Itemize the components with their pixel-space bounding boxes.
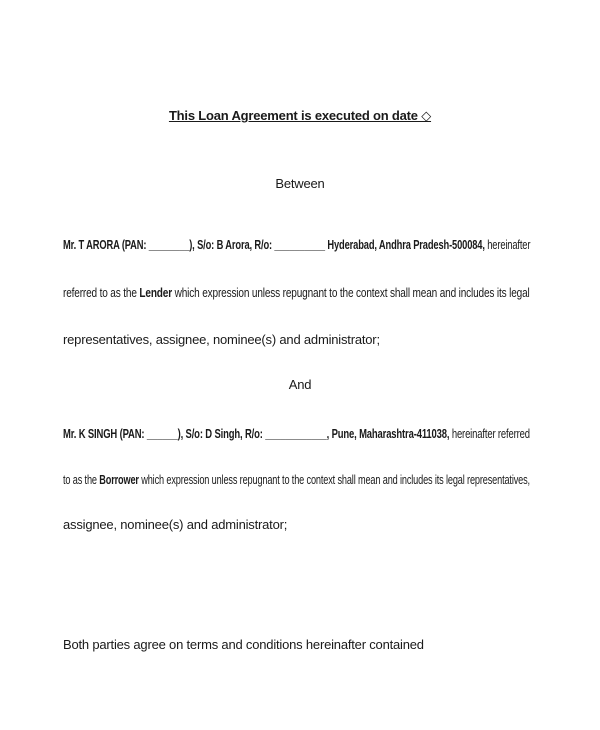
borrower-line-1 [63, 426, 530, 441]
closing-statement: Both parties agree on terms and conditions hereinafter contained [63, 637, 424, 652]
lender-identity: Mr. T ARORA (PAN: ________), S/o: B Arora, R/o: __________ Hyderabad, Andhra Pradesh-500084, [63, 237, 485, 252]
lender-line-2 [63, 285, 530, 300]
borrower-line-1-rest: hereinafter referred [449, 426, 530, 441]
borrower-identity: Mr. K SINGH (PAN: ______), S/o: D Singh, R/o: ____________, Pune, Maharashtra-411038, [63, 426, 450, 441]
between-label: Between [275, 176, 325, 191]
borrower-term: Borrower [99, 472, 139, 487]
lender-line-1-rest: hereinafter [484, 237, 531, 252]
lender-line-3: representatives, assignee, nominee(s) and administrator; [63, 332, 380, 347]
lender-line-2-pre: referred to as the [63, 285, 140, 300]
borrower-line-3: assignee, nominee(s) and administrator; [63, 517, 288, 532]
borrower-line-2 [63, 472, 530, 487]
lender-line-2-post: which expression unless repugnant to the context shall mean and includes its legal [171, 285, 530, 300]
borrower-line-2-pre: to as the [63, 472, 100, 487]
lender-term: Lender [139, 285, 172, 300]
and-label: And [288, 377, 312, 392]
agreement-title: This Loan Agreement is executed on date ◇ [168, 108, 432, 123]
lender-line-1 [63, 237, 530, 252]
borrower-line-2-post: which expression unless repugnant to the context shall mean and includes its legal representatives, [138, 472, 530, 487]
